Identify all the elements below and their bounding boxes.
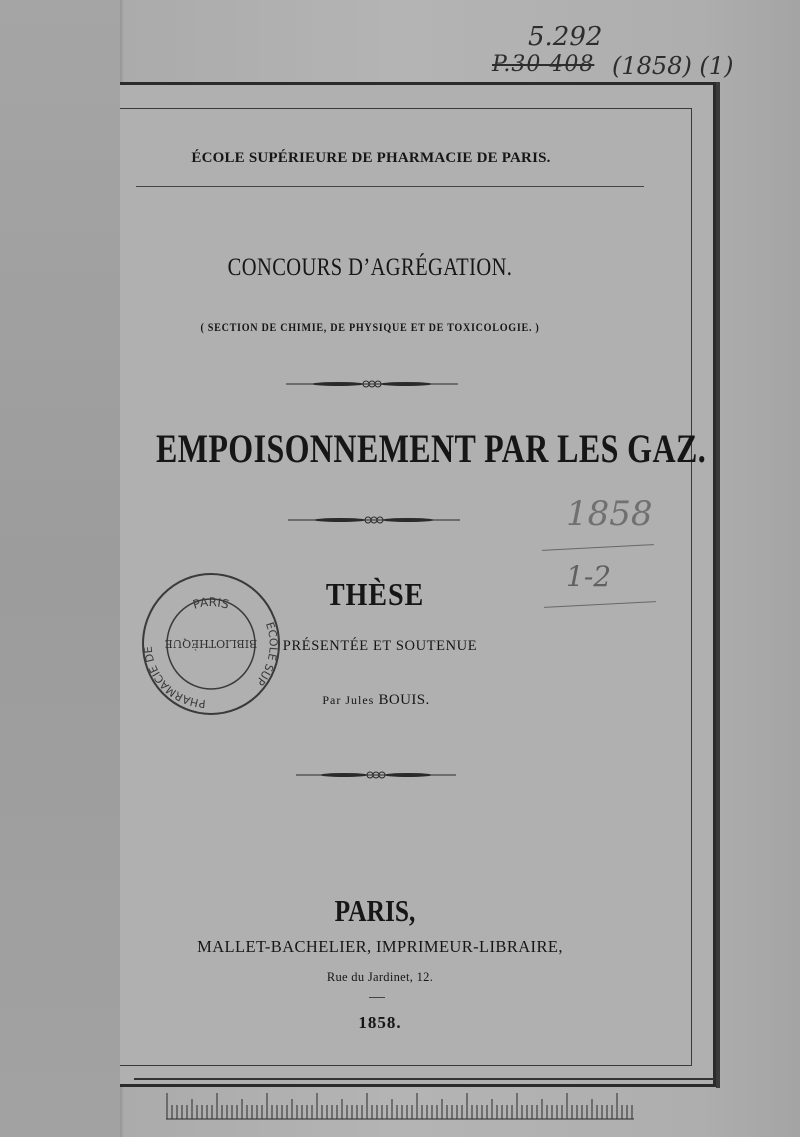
author-prefix: Par Jules xyxy=(322,693,375,707)
margin-year-note: 1858 xyxy=(566,494,653,534)
imprint-year: 1858. xyxy=(358,1013,402,1032)
ornament-rule-1 xyxy=(286,378,458,390)
imprint-short-rule xyxy=(369,997,385,998)
shelfmark-old-text: P.30 408 xyxy=(492,52,595,77)
contest-title: CONCOURS D’AGRÉGATION. xyxy=(227,254,513,281)
thesis-presented: PRÉSENTÉE ET SOUTENUE xyxy=(282,638,478,654)
shelfmark-old xyxy=(492,52,594,77)
thesis-title: EMPOISONNEMENT PAR LES GAZ. xyxy=(156,426,707,471)
shelfmark-number: 5.292 xyxy=(528,22,603,52)
margin-number-note: 1-2 xyxy=(566,560,612,593)
binding-strip xyxy=(0,0,120,1137)
stamp-top-text: PARIS xyxy=(191,595,231,612)
author-name: BOUIS. xyxy=(378,692,430,708)
stamp-left-text: PHARMACIE DE xyxy=(141,645,207,711)
imprint-city: PARIS, xyxy=(334,893,416,928)
library-stamp xyxy=(138,568,284,718)
page-edge xyxy=(716,82,720,1088)
header-rule xyxy=(136,186,644,187)
school-name: ÉCOLE SUPÉRIEURE DE PHARMACIE DE PARIS. xyxy=(191,150,551,166)
imprint-publisher: MALLET-BACHELIER, IMPRIMEUR-LIBRAIRE, xyxy=(197,937,563,956)
stamp-right-text: ECOLE SUP xyxy=(253,620,280,688)
imprint-address: Rue du Jardinet, 12. xyxy=(326,970,434,984)
contest-section: ( SECTION DE CHIMIE, DE PHYSIQUE ET DE TOXICOLOGIE. ) xyxy=(200,322,540,334)
ornament-rule-3 xyxy=(296,769,456,781)
stamp-center-text: BIBLIOTHÈQUE xyxy=(164,637,258,650)
ornament-rule-2 xyxy=(288,514,460,526)
shelfmark-year: (1858) (1) xyxy=(612,52,734,80)
scale-ruler xyxy=(166,1090,634,1120)
bottom-rule xyxy=(134,1078,714,1080)
thesis-label: THÈSE xyxy=(325,576,425,612)
